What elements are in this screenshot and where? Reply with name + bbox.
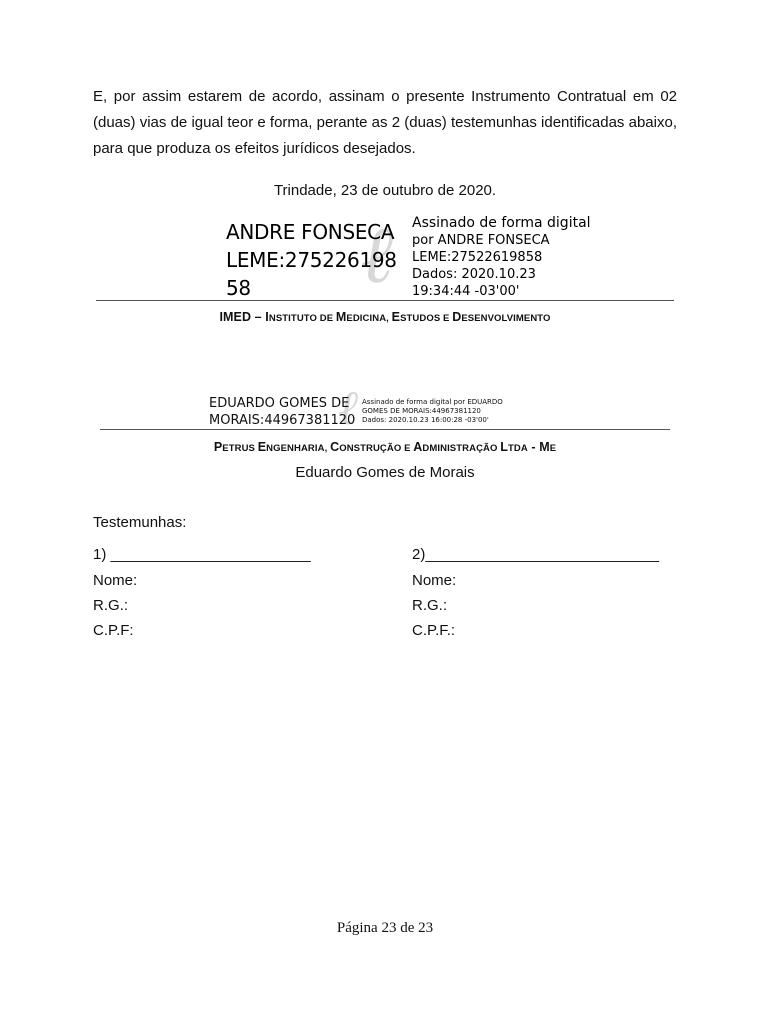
witness-2-cpf-label: C.P.F.: [412, 622, 456, 639]
org-part: E [549, 443, 557, 454]
org-part: IMED – I [219, 310, 269, 324]
signature-line-1 [96, 300, 674, 301]
representative-name: Eduardo Gomes de Morais [295, 464, 475, 481]
witness-1-rg-label: R.G.: [93, 597, 129, 614]
org-part: TDA [507, 443, 528, 454]
org-part: NSTITUTO DE [268, 313, 336, 324]
closing-paragraph: E, por assim estarem de acordo, assinam o presente Instrumento Contratual em 02 (duas) vias de igual teor e forma, perante as 2 (duas) testemunhas identificadas abaixo, para que produza os efeitos jurídicos desejados. [93, 88, 677, 157]
signature-1-info-line: Assinado de forma digital [412, 215, 591, 231]
signature-1-name-line: LEME:275226198 [226, 248, 397, 272]
org-part: ESENVOLVIMENTO [461, 313, 551, 324]
signature-2-info-line: GOMES DE MORAIS:44967381120 [362, 407, 481, 415]
org-part: NGENHARIA, [266, 443, 331, 454]
signature-2-info [362, 398, 522, 425]
org-part: EDICINA, [346, 313, 392, 324]
page-number: Página 23 de 23 [336, 920, 434, 936]
signature-1-info [412, 215, 591, 300]
witness-2-rg-label: R.G.: [412, 597, 448, 614]
signature-1-name-line: 58 [226, 276, 251, 300]
org-part: E [257, 440, 267, 454]
org-part: D [452, 310, 462, 324]
org-part: E [391, 310, 401, 324]
signature-1-info-line: LEME:27522619858 [412, 250, 543, 265]
signature-1-name [226, 218, 397, 302]
signature-1-info-line: Dados: 2020.10.23 [412, 267, 536, 282]
witness-1-cpf-label: C.P.F: [93, 622, 134, 639]
party-2-name [0, 440, 770, 454]
party-1-name [0, 310, 770, 324]
org-part: ONSTRUÇÃO E [339, 443, 414, 454]
signature-2-name [209, 395, 355, 429]
signature-line-2 [100, 429, 670, 430]
witness-2-name-label: Nome: [412, 572, 457, 589]
signature-1-info-line: por ANDRE FONSECA [412, 233, 550, 248]
org-part: ETRUS [222, 443, 258, 454]
witnesses-title: Testemunhas: [93, 514, 187, 531]
org-part: - M [527, 440, 550, 454]
signature-2-name-line: MORAIS:44967381120 [209, 413, 356, 428]
org-part: P [213, 440, 223, 454]
org-part: M [335, 310, 347, 324]
org-part: L [500, 440, 508, 454]
org-part: A [413, 440, 423, 454]
witness-1-name-label: Nome: [93, 572, 138, 589]
org-part: DMINISTRAÇÃO [422, 443, 501, 454]
org-part: STUDOS E [400, 313, 453, 324]
witness-1-line: 1) ________________________ [93, 546, 311, 563]
signature-2-name-line: EDUARDO GOMES DE [209, 396, 350, 411]
signature-1-name-line: ANDRE FONSECA [226, 220, 395, 244]
signature-watermark-1: ℓ [360, 208, 394, 301]
org-part: C [330, 440, 340, 454]
signature-1-info-line: 19:34:44 -03'00' [412, 284, 520, 299]
witness-2-line: 2)____________________________ [412, 546, 659, 563]
place-date: Trindade, 23 de outubro de 2020. [273, 182, 497, 199]
signature-2-info-line: Assinado de forma digital por EDUARDO [362, 398, 503, 406]
signature-watermark-2: ℓ [338, 380, 358, 436]
signature-2-info-line: Dados: 2020.10.23 16:00:28 -03'00' [362, 416, 489, 424]
